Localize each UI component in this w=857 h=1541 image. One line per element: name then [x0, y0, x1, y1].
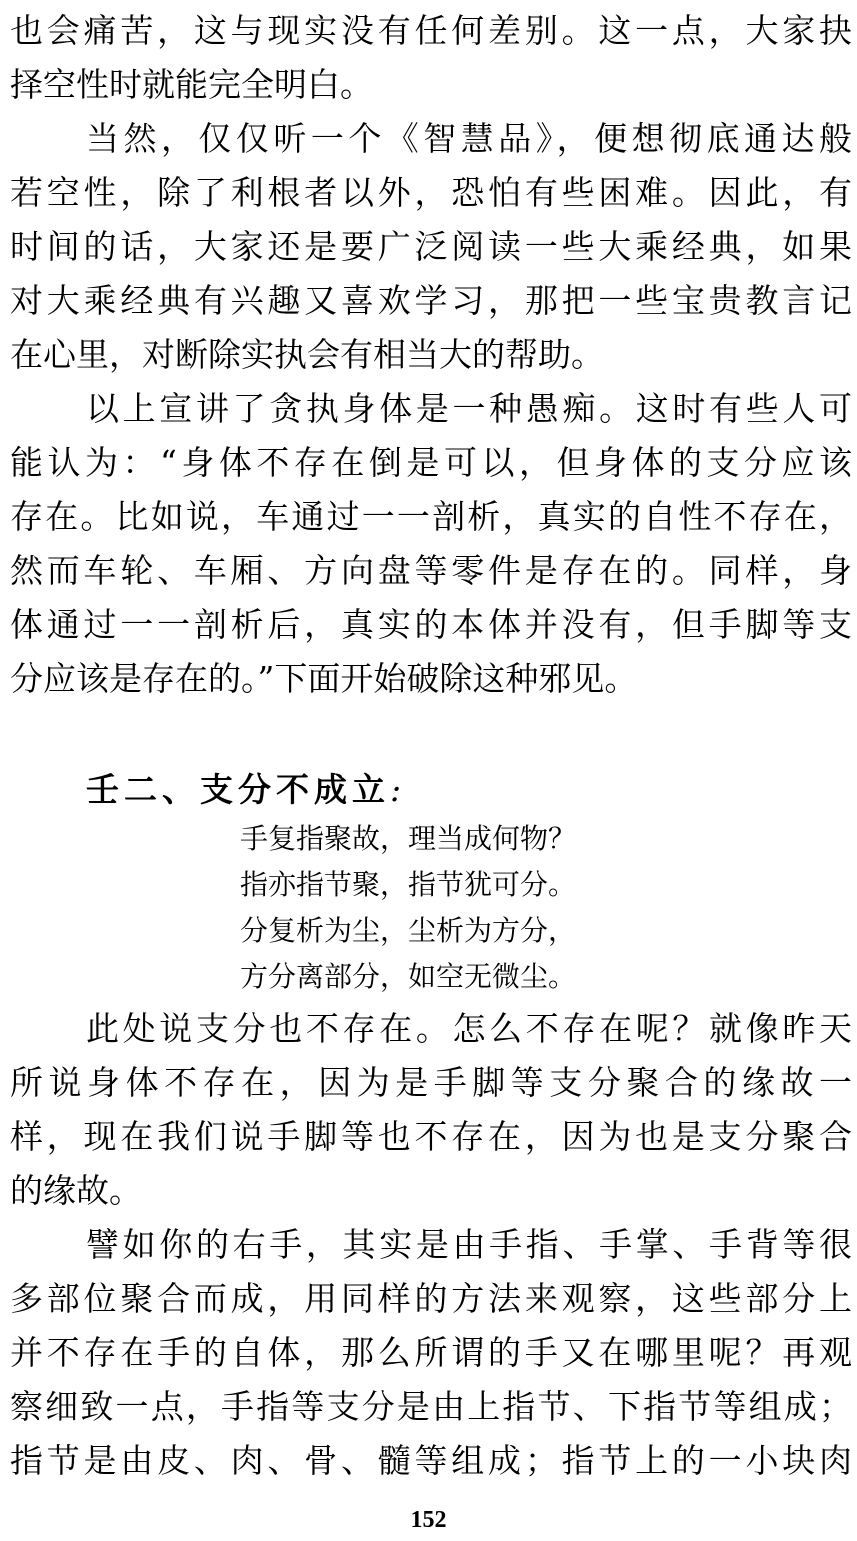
text-line: 譬如你的右手，其实是由手指、手掌、手背等很	[86, 1225, 852, 1264]
text-line: 能认为：“身体不存在倒是可以，但身体的支分应该	[10, 443, 852, 482]
text-line: 当然，仅仅听一个《智慧品》，便想彻底通达般	[86, 119, 852, 158]
text-line: 多部位聚合而成，用同样的方法来观察，这些部分上	[10, 1279, 852, 1318]
page-number: 152	[410, 1507, 447, 1533]
text-line: 样，现在我们说手脚等也不存在，因为也是支分聚合	[10, 1117, 852, 1156]
text-line: 所说身体不存在，因为是手脚等支分聚合的缘故一	[10, 1063, 852, 1102]
text-line: 存在。比如说，车通过一一剖析，真实的自性不存在，	[10, 497, 852, 536]
text-line: 若空性，除了利根者以外，恐怕有些困难。因此，有	[10, 173, 852, 212]
text-line: 择空性时就能完全明白。	[10, 65, 373, 104]
text-line: 在心里，对断除实执会有相当大的帮助。	[10, 335, 604, 374]
section-heading-text: 壬二、支分不成立	[86, 770, 390, 809]
verse-line: 方分离部分，如空无微尘。	[240, 960, 577, 993]
section-heading	[86, 764, 406, 816]
text-line: 并不存在手的自体，那么所谓的手又在哪里呢？再观	[10, 1333, 852, 1372]
verse-line: 手复指聚故，理当成何物？	[240, 822, 577, 855]
text-line: 的缘故。	[10, 1171, 142, 1210]
verse-line: 指亦指节聚，指节犹可分。	[240, 868, 577, 901]
verse-line: 分复析为尘，尘析为方分，	[240, 914, 577, 947]
text-line: 察细致一点，手指等支分是由上指节、下指节等组成；	[10, 1387, 852, 1426]
text-line: 分应该是存在的。”下面开始破除这种邪见。	[10, 659, 638, 698]
text-line: 此处说支分也不存在。怎么不存在呢？就像昨天	[86, 1009, 852, 1048]
text-line: 体通过一一剖析后，真实的本体并没有，但手脚等支	[10, 605, 852, 644]
text-line: 时间的话，大家还是要广泛阅读一些大乘经典，如果	[10, 227, 852, 266]
text-line: 然而车轮、车厢、方向盘等零件是存在的。同样，身	[10, 551, 852, 590]
text-line: 也会痛苦，这与现实没有任何差别。这一点，大家抉	[10, 11, 852, 50]
text-line: 指节是由皮、肉、骨、髓等组成；指节上的一小块肉	[10, 1441, 852, 1480]
text-line: 以上宣讲了贪执身体是一种愚痴。这时有些人可	[86, 389, 852, 428]
text-line: 对大乘经典有兴趣又喜欢学习，那把一些宝贵教言记	[10, 281, 852, 320]
section-heading-colon: :	[390, 770, 407, 809]
